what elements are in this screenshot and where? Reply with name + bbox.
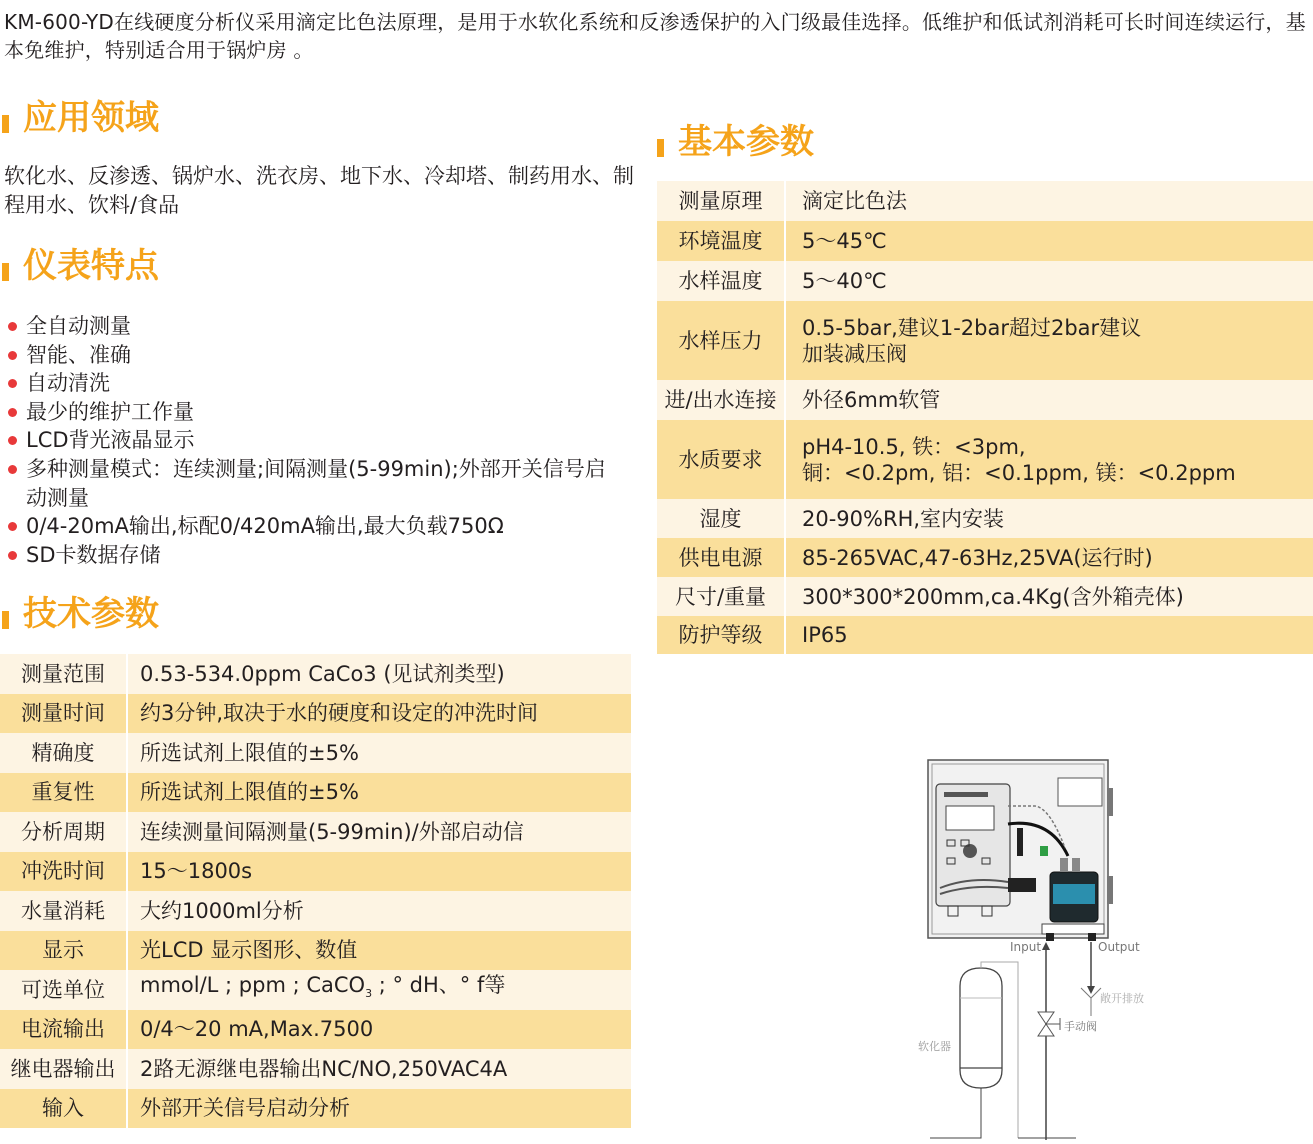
features-list	[6, 312, 636, 569]
table-row: 水量消耗 大约1000ml分析	[0, 891, 631, 931]
basic-spec-table	[657, 181, 1313, 654]
bullet-icon	[8, 408, 17, 417]
table-row: 精确度 所选试剂上限值的±5%	[0, 733, 631, 773]
installation-diagram	[900, 748, 1160, 1144]
table-row: 测量原理 滴定比色法	[657, 181, 1313, 221]
technical-title: 技术参数	[23, 594, 159, 634]
table-row: 防护等级 IP65	[657, 616, 1313, 654]
bullet-icon	[8, 522, 17, 531]
table-row: 分析周期 连续测量间隔测量(5-99min)/外部启动信	[0, 812, 631, 852]
applications-title: 应用领域	[23, 98, 159, 138]
table-row: 尺寸/重量 300*300*200mm,ca.4Kg(含外箱壳体)	[657, 577, 1313, 616]
feature-item: 0/4-20mA输出,标配0/420mA输出,最大负载750Ω	[6, 512, 636, 541]
technical-spec-table	[0, 654, 631, 1128]
table-row: 水质要求 pH4-10.5, 铁：<3pm, 铜：<0.2pm, 铝：<0.1ppm, 镁：<0.2ppm	[657, 420, 1313, 499]
table-row: 水样温度 5～40℃	[657, 261, 1313, 301]
bullet-icon	[8, 322, 17, 331]
table-row: 水样压力 0.5-5bar,建议1-2bar超过2bar建议 加装减压阀	[657, 301, 1313, 380]
feature-item: 智能、准确	[6, 341, 636, 370]
bullet-icon	[8, 351, 17, 360]
table-row: 测量范围 0.53-534.0ppm CaCo3 (见试剂类型)	[0, 654, 631, 694]
applications-heading	[2, 98, 159, 138]
heading-marker-icon	[2, 263, 9, 281]
applications-text: 软化水、反渗透、锅炉水、洗衣房、地下水、冷却塔、制药用水、制程用水、饮料/食品	[4, 164, 634, 217]
bullet-icon	[8, 465, 17, 474]
output-label: Output	[1098, 940, 1140, 954]
valve-label: 手动阀	[1064, 1020, 1097, 1033]
heading-marker-icon	[2, 611, 9, 629]
basic-heading	[657, 122, 814, 162]
table-row: 可选单位 mmol/L ; ppm ; CaCO$_3$ ; ° dH、° f等	[0, 970, 631, 1010]
table-row: 湿度 20-90%RH,室内安装	[657, 499, 1313, 538]
heading-marker-icon	[2, 115, 9, 133]
feature-item: 自动清洗	[6, 369, 636, 398]
heading-marker-icon	[657, 139, 664, 157]
table-row: 供电电源 85-265VAC,47-63Hz,25VA(运行时)	[657, 538, 1313, 577]
table-row: 冲洗时间 15～1800s	[0, 852, 631, 892]
table-row: 测量时间 约3分钟,取决于水的硬度和设定的冲洗时间	[0, 694, 631, 734]
feature-item: 最少的维护工作量	[6, 398, 636, 427]
table-row: 显示 光LCD 显示图形、数值	[0, 931, 631, 971]
table-row: 环境温度 5～45℃	[657, 221, 1313, 261]
input-label: Input	[1010, 940, 1042, 954]
table-row: 输入 外部开关信号启动分析	[0, 1089, 631, 1129]
bullet-icon	[8, 379, 17, 388]
feature-item: 全自动测量	[6, 312, 636, 341]
technical-heading	[2, 594, 159, 634]
table-row: 进/出水连接 外径6mm软管	[657, 380, 1313, 420]
basic-title: 基本参数	[678, 122, 814, 162]
table-row: 继电器输出 2路无源继电器输出NC/NO,250VAC4A	[0, 1049, 631, 1089]
features-title: 仪表特点	[23, 246, 159, 286]
feature-item: SD卡数据存储	[6, 541, 636, 570]
feature-item: 多种测量模式：连续测量;间隔测量(5-99min);外部开关信号启动测量	[6, 455, 621, 512]
bullet-icon	[8, 551, 17, 560]
features-heading	[2, 246, 159, 286]
softener-label: 软化器	[918, 1040, 951, 1053]
bullet-icon	[8, 436, 17, 445]
feature-item: LCD背光液晶显示	[6, 426, 636, 455]
intro-paragraph: KM-600-YD在线硬度分析仪采用滴定比色法原理，是用于水软化系统和反渗透保护的入门级最佳选择。低维护和低试剂消耗可长时间连续运行，基本免维护，特别适合用于锅炉房 。	[4, 10, 1306, 62]
table-row: 电流输出 0/4～20 mA,Max.7500	[0, 1010, 631, 1050]
drain-label: 敞开排放	[1100, 992, 1144, 1005]
table-row: 重复性 所选试剂上限值的±5%	[0, 773, 631, 813]
